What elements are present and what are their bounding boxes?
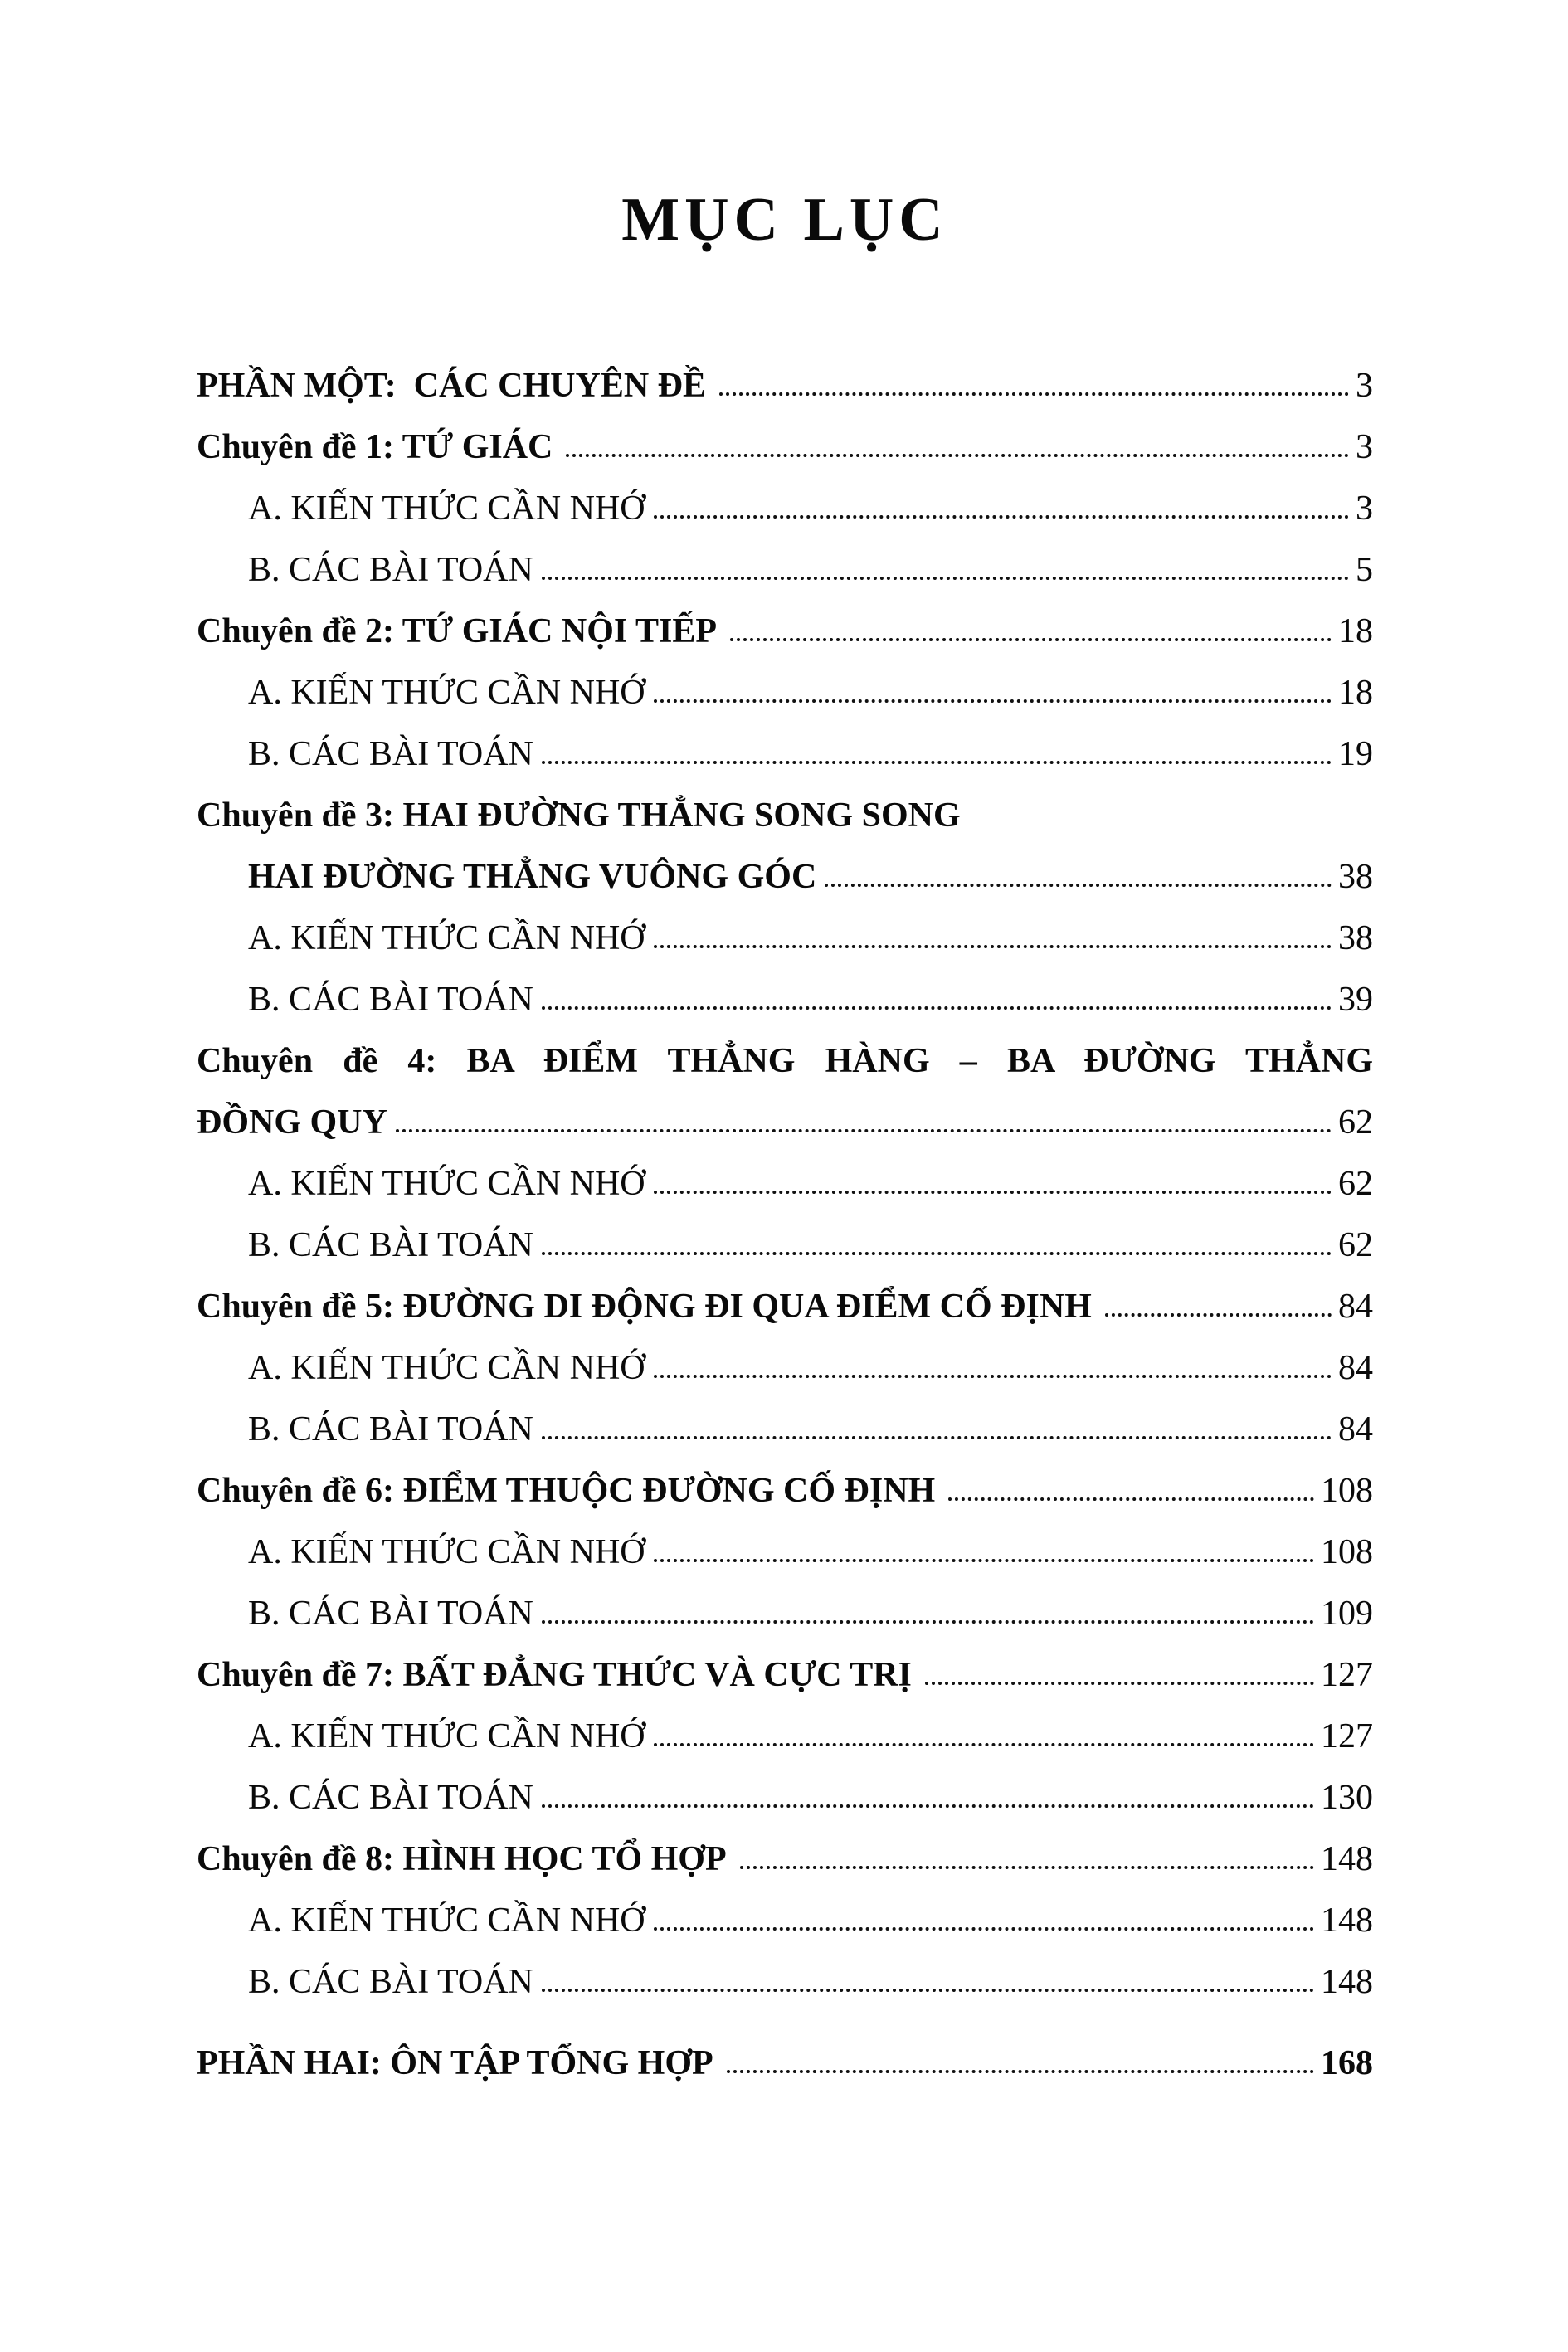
toc-entry-label: Chuyên đề 4: BA ĐIỂM THẲNG HÀNG – BA ĐƯỜNG THẲNG — [197, 1042, 1373, 1080]
toc-entry — [197, 969, 1373, 1030]
dot-leader — [542, 1436, 1332, 1439]
toc-entry — [197, 1092, 1373, 1153]
page-number: 84 — [1338, 1288, 1373, 1326]
page-number: 84 — [1338, 1349, 1373, 1387]
page-title: MỤC LỤC — [621, 186, 948, 254]
toc-entry-label: PHẦN HAI: ÔN TẬP TỔNG HỢP — [197, 2044, 713, 2082]
toc-entry-label: B. CÁC BÀI TOÁN — [248, 735, 533, 773]
page-number: 109 — [1321, 1595, 1373, 1633]
dot-leader — [542, 1006, 1332, 1010]
toc-entry-label: Chuyên đề 6: ĐIỂM THUỘC ĐƯỜNG CỐ ĐỊNH — [197, 1472, 936, 1510]
toc-entry — [197, 601, 1373, 662]
toc-entry-label: A. KIẾN THỨC CẦN NHỚ — [248, 1717, 645, 1755]
toc-entry-label: A. KIẾN THỨC CẦN NHỚ — [248, 674, 645, 712]
toc-entry-label: Chuyên đề 8: HÌNH HỌC TỔ HỢP — [197, 1840, 727, 1878]
page-number: 127 — [1321, 1656, 1373, 1694]
dot-leader — [542, 1989, 1314, 1992]
toc-entry-label: A. KIẾN THỨC CẦN NHỚ — [248, 1533, 645, 1571]
dot-leader — [654, 1927, 1314, 1931]
toc-entry-label: B. CÁC BÀI TOÁN — [248, 1963, 533, 2001]
toc-entry — [197, 1030, 1373, 1092]
toc-entry-label: B. CÁC BÀI TOÁN — [248, 981, 533, 1019]
dot-leader — [654, 1375, 1332, 1378]
page-number: 18 — [1338, 612, 1373, 650]
dot-leader — [719, 392, 1349, 396]
page-number: 19 — [1338, 735, 1373, 773]
page-number: 62 — [1338, 1226, 1373, 1264]
toc-entry-label: B. CÁC BÀI TOÁN — [248, 1226, 533, 1264]
dot-leader — [396, 1129, 1332, 1132]
page-number: 148 — [1321, 1963, 1373, 2001]
toc-entry-label: A. KIẾN THỨC CẦN NHỚ — [248, 919, 645, 957]
page-number: 39 — [1338, 981, 1373, 1019]
toc-entry — [197, 1951, 1373, 2013]
toc-entry — [197, 1215, 1373, 1276]
toc-entry — [197, 1337, 1373, 1399]
dot-leader — [654, 1743, 1314, 1746]
page-number: 84 — [1338, 1410, 1373, 1449]
page-number: 5 — [1356, 551, 1373, 589]
dot-leader — [654, 945, 1332, 948]
toc-entry-label: A. KIẾN THỨC CẦN NHỚ — [248, 1165, 645, 1203]
page-number: 38 — [1338, 858, 1373, 896]
toc-entry — [197, 1644, 1373, 1706]
toc-entry — [197, 355, 1373, 416]
dot-leader — [825, 884, 1332, 887]
page-number: 3 — [1356, 367, 1373, 405]
page-number: 3 — [1356, 489, 1373, 528]
toc-entry — [197, 539, 1373, 601]
toc-entry — [197, 416, 1373, 478]
toc-entry — [197, 1583, 1373, 1644]
page-number: 148 — [1321, 1840, 1373, 1878]
toc-entry-label: HAI ĐƯỜNG THẲNG VUÔNG GÓC — [248, 858, 817, 896]
page-number: 148 — [1321, 1902, 1373, 1940]
toc-entry — [197, 1829, 1373, 1890]
toc-entry — [197, 2033, 1373, 2094]
toc-entry-label: B. CÁC BÀI TOÁN — [248, 1410, 533, 1449]
toc-entry-label: B. CÁC BÀI TOÁN — [248, 551, 533, 589]
dot-leader — [948, 1497, 1314, 1501]
toc-entry-label: A. KIẾN THỨC CẦN NHỚ — [248, 489, 645, 528]
toc-entry — [197, 1522, 1373, 1583]
dot-leader — [542, 1252, 1332, 1255]
toc-entry-label: PHẦN MỘT: CÁC CHUYÊN ĐỀ — [197, 367, 707, 405]
dot-leader — [654, 515, 1349, 519]
toc-entry-label: ĐỒNG QUY — [197, 1103, 387, 1142]
page-number: 108 — [1321, 1533, 1373, 1571]
page-number: 127 — [1321, 1717, 1373, 1755]
dot-leader — [740, 1866, 1314, 1869]
toc-entry — [197, 1276, 1373, 1337]
toc-entry-label: A. KIẾN THỨC CẦN NHỚ — [248, 1902, 645, 1940]
toc-entry — [197, 1399, 1373, 1460]
toc-entry-label: B. CÁC BÀI TOÁN — [248, 1595, 533, 1633]
page-number: 108 — [1321, 1472, 1373, 1510]
toc-entry-label: Chuyên đề 1: TỨ GIÁC — [197, 428, 553, 466]
dot-leader — [730, 638, 1332, 641]
toc-entry-label: Chuyên đề 3: HAI ĐƯỜNG THẲNG SONG SONG — [197, 796, 961, 835]
dot-leader — [654, 1191, 1332, 1194]
toc-entry — [197, 1153, 1373, 1215]
page-number: 3 — [1356, 428, 1373, 466]
toc-entry — [197, 908, 1373, 969]
page-number: 62 — [1338, 1165, 1373, 1203]
dot-leader — [654, 1559, 1314, 1562]
dot-leader — [542, 577, 1349, 580]
page-number: 130 — [1321, 1779, 1373, 1817]
toc-entry-label: Chuyên đề 5: ĐƯỜNG DI ĐỘNG ĐI QUA ĐIỂM CỐ ĐỊNH — [197, 1288, 1092, 1326]
page-number: 38 — [1338, 919, 1373, 957]
dot-leader — [542, 1620, 1314, 1624]
dot-leader — [542, 1804, 1314, 1808]
toc-entry — [197, 1890, 1373, 1951]
page-number: 62 — [1338, 1103, 1373, 1142]
toc-entry — [197, 723, 1373, 785]
page-number: 18 — [1338, 674, 1373, 712]
toc-entry — [197, 1767, 1373, 1829]
toc-list — [197, 355, 1373, 2094]
dot-leader — [542, 761, 1332, 764]
toc-entry-label: B. CÁC BÀI TOÁN — [248, 1779, 533, 1817]
toc-entry — [197, 662, 1373, 723]
toc-entry-label: A. KIẾN THỨC CẦN NHỚ — [248, 1349, 645, 1387]
dot-leader — [566, 454, 1349, 457]
toc-entry — [197, 846, 1373, 908]
dot-leader — [654, 699, 1332, 703]
page-number: 168 — [1321, 2044, 1373, 2082]
toc-entry — [197, 1706, 1373, 1767]
dot-leader — [727, 2070, 1314, 2073]
toc-entry — [197, 1460, 1373, 1522]
toc-entry-label: Chuyên đề 2: TỨ GIÁC NỘI TIẾP — [197, 612, 718, 650]
toc-entry — [197, 785, 1373, 846]
dot-leader — [925, 1682, 1314, 1685]
toc-entry — [197, 478, 1373, 539]
toc-entry-label: Chuyên đề 7: BẤT ĐẲNG THỨC VÀ CỰC TRỊ — [197, 1656, 912, 1694]
dot-leader — [1105, 1313, 1332, 1317]
